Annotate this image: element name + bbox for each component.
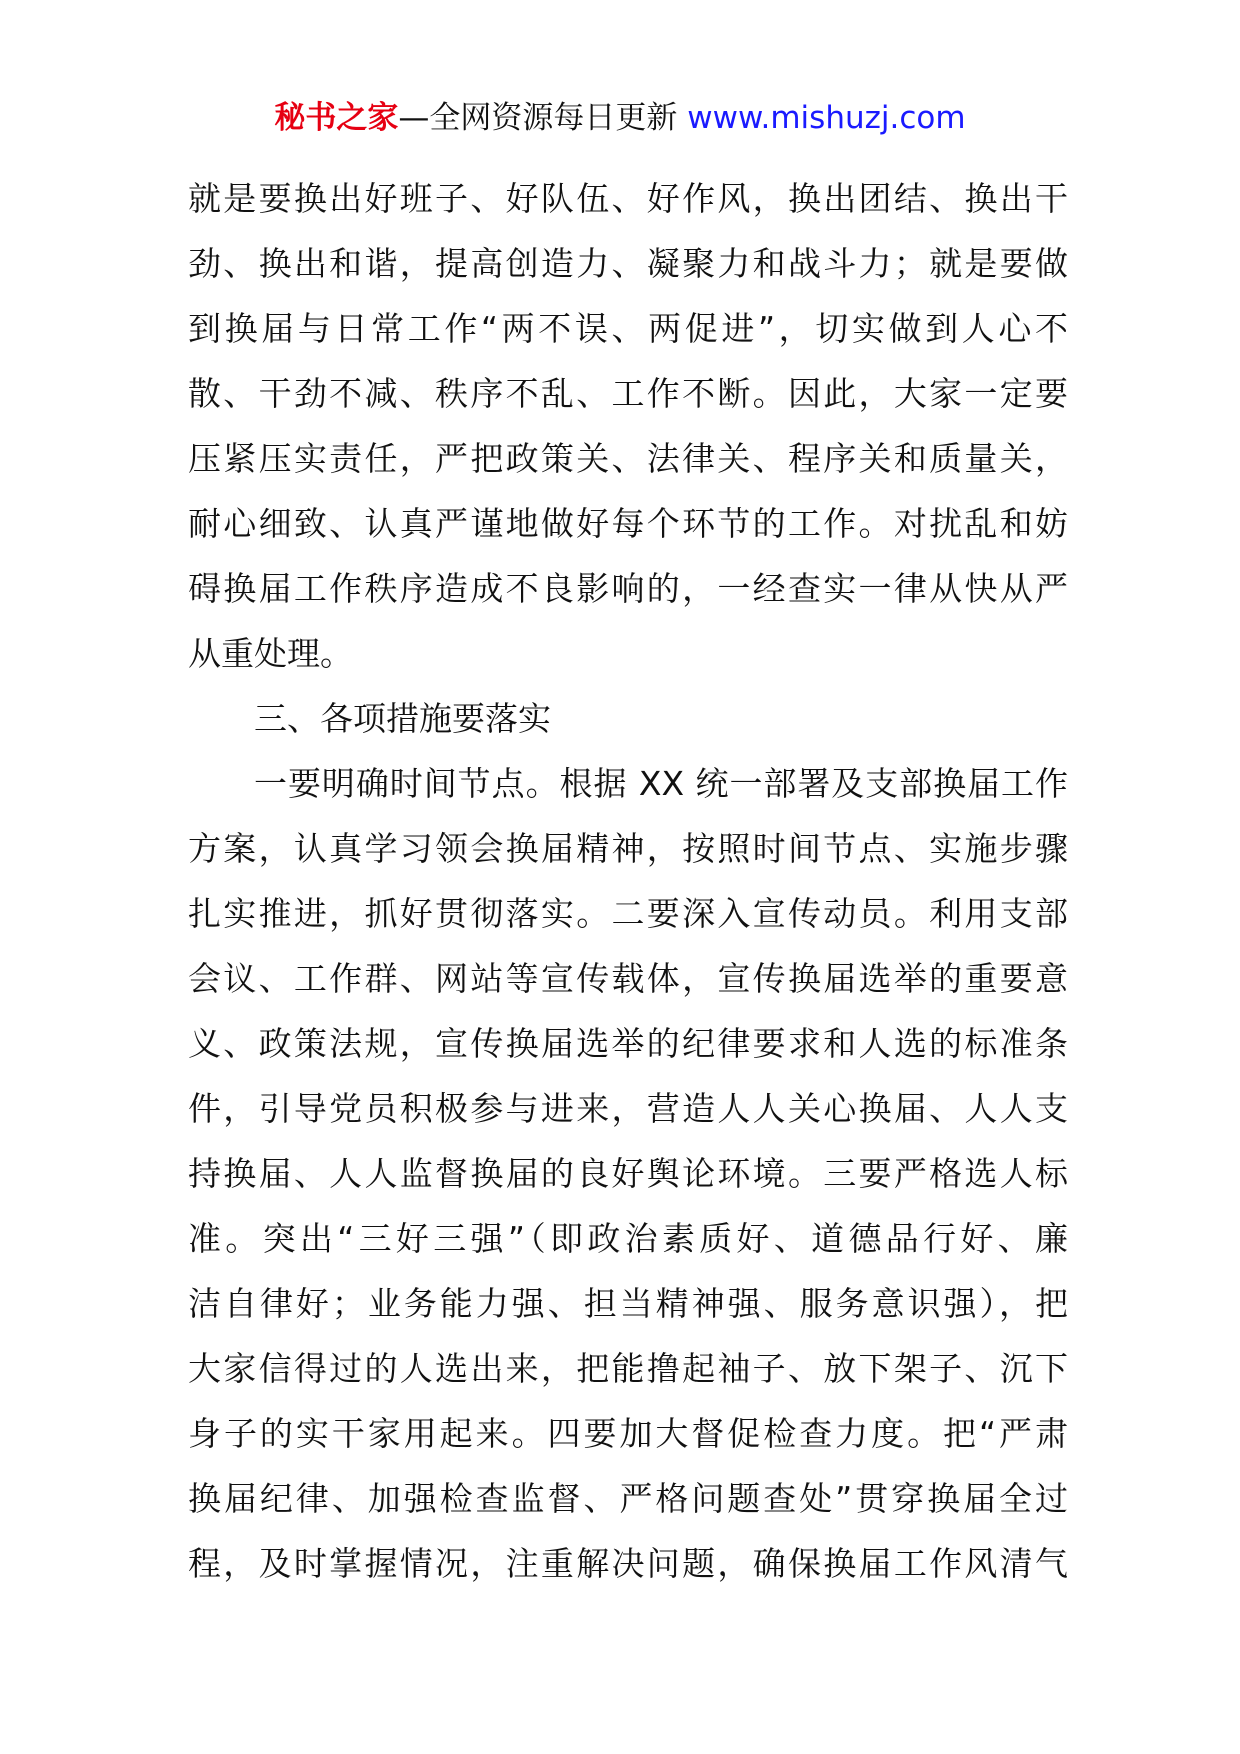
text-line: 程，及时掌握情况，注重解决问题，确保换届工作风清气 — [188, 1544, 1068, 1583]
text-line: 压紧压实责任，严把政策关、法律关、程序关和质量关， — [188, 439, 1068, 478]
text-line: 就是要换出好班子、好队伍、好作风，换出团结、换出干 — [188, 179, 1068, 218]
text-line: 义、政策法规，宣传换届选举的纪律要求和人选的标准条 — [188, 1024, 1068, 1063]
text-line: 一要明确时间节点。根据 XX 统一部署及支部换届工作 — [254, 764, 1068, 803]
text-line: 三、各项措施要落实 — [254, 699, 551, 738]
text-line: 劲、换出和谐，提高创造力、凝聚力和战斗力；就是要做 — [188, 244, 1068, 283]
text-line: 持换届、人人监督换届的良好舆论环境。三要严格选人标 — [188, 1154, 1068, 1193]
text-line: 方案，认真学习领会换届精神，按照时间节点、实施步骤 — [188, 829, 1068, 868]
text-line: 洁自律好；业务能力强、担当精神强、服务意识强），把 — [188, 1284, 1068, 1323]
document-body — [188, 166, 1068, 1596]
text-line: 大家信得过的人选出来，把能撸起袖子、放下架子、沉下 — [188, 1349, 1068, 1388]
text-line: 扎实推进，抓好贯彻落实。二要深入宣传动员。利用支部 — [188, 894, 1068, 933]
text-line: 耐心细致、认真严谨地做好每个环节的工作。对扰乱和妨 — [188, 504, 1068, 543]
text-line: 从重处理。 — [188, 634, 353, 673]
text-line: 准。突出“三好三强”（即政治素质好、道德品行好、廉 — [188, 1219, 1068, 1258]
text-line: 碍换届工作秩序造成不良影响的，一经查实一律从快从严 — [188, 569, 1068, 608]
header-tagline: —全网资源每日更新 — [398, 100, 688, 136]
text-line: 散、干劲不减、秩序不乱、工作不断。因此，大家一定要 — [188, 374, 1068, 413]
text-line: 件，引导党员积极参与进来，营造人人关心换届、人人支 — [188, 1089, 1068, 1128]
text-line: 换届纪律、加强检查监督、严格问题查处”贯穿换届全过 — [188, 1479, 1068, 1518]
page-header — [0, 98, 1240, 138]
text-line: 会议、工作群、网站等宣传载体，宣传换届选举的重要意 — [188, 959, 1068, 998]
header-site-link[interactable]: www.mishuzj.com — [687, 100, 966, 136]
text-line: 身子的实干家用起来。四要加大督促检查力度。把“严肃 — [188, 1414, 1068, 1453]
header-brand: 秘书之家 — [274, 100, 399, 136]
text-line: 到换届与日常工作“两不误、两促进”，切实做到人心不 — [188, 309, 1068, 348]
